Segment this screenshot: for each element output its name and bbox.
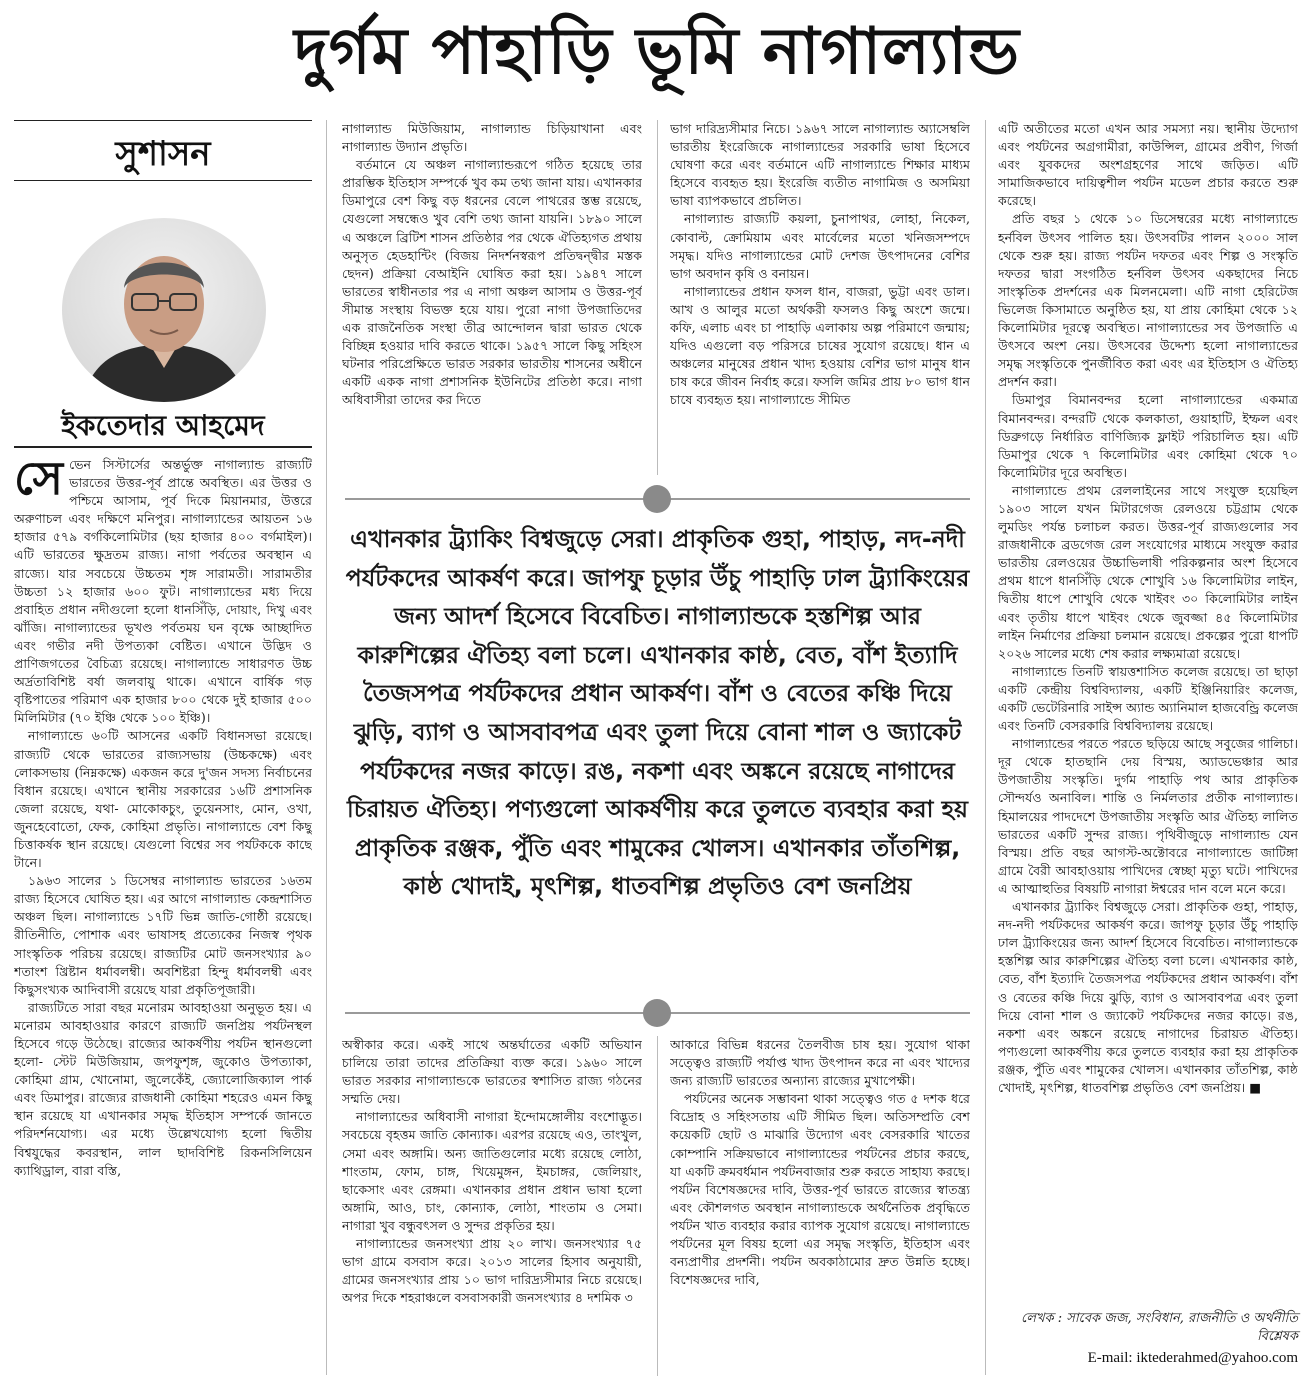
section-rule-top	[14, 120, 312, 121]
article-column-3-bottom	[670, 1036, 970, 1376]
paragraph: এখানকার ট্র্যাকিং বিশ্বজুড়ে সেরা। প্রাকৃতিক গুহা, পাহাড়, নদ-নদী পর্যটকদের আকর্ষণ করে। জাপফু চূড়ার উঁচু পাহাড়ি ঢাল ট্র্যাকিংয়ের জন্য আদর্শ হিসেবে বিবেচিত। নাগাল্যান্ডকে হস্তশিল্প আর কারুশিল্পের ঐতিহ্য বলা চলে। এখানকার কাষ্ঠ, বেত, বাঁশ ইত্যাদি তৈজসপত্র পর্যটকদের প্রধান আকর্ষণ। বাঁশ ও বেতের কঞ্চি দিয়ে ঝুড়ি, ব্যাগ ও আসবাবপত্র এবং তুলা দিয়ে বোনা শাল ও জ্যাকেট পর্যটকদের নজর কাড়ে। রঙ, নকশা এবং অঙ্কনে রয়েছে নাগাদের চিরায়ত ঐতিহ্য। পণ্যগুলো আকর্ষণীয় করে তুলতে ব্যবহার করা হয় প্রাকৃতিক রঞ্জক, পুঁতি এবং শামুকের খোলস। এখানকার তাঁতশিল্প, কাষ্ঠ খোদাই, মৃৎশিল্প, ধাতবশিল্প প্রভৃতিও বেশ জনপ্রিয়। ■	[998, 899, 1298, 1095]
pullquote-dot-bottom	[643, 999, 671, 1027]
pullquote: এখানকার ট্র্যাকিং বিশ্বজুড়ে সেরা। প্রাকৃতিক গুহা, পাহাড়, নদ-নদী পর্যটকদের আকর্ষণ করে। জাপফু চূড়ার উঁচু পাহাড়ি ঢাল ট্র্যাকিংয়ের জন্য আদর্শ হিসেবে বিবেচিত। নাগাল্যান্ডকে হস্তশিল্প আর কারুশিল্পের ঐতিহ্য বলা চলে। এখানকার কাষ্ঠ, বেত, বাঁশ ইত্যাদি তৈজসপত্র পর্যটকদের প্রধান আকর্ষণ। বাঁশ ও বেতের কঞ্চি দিয়ে ঝুড়ি, ব্যাগ ও আসবাবপত্র এবং তুলা দিয়ে বোনা শাল ও জ্যাকেট পর্যটকদের নজর কাড়ে। রঙ, নকশা এবং অঙ্কনে রয়েছে নাগাদের চিরায়ত ঐতিহ্য। পণ্যগুলো আকর্ষণীয় করে তুলতে ব্যবহার করা হয় প্রাকৃতিক রঞ্জক, পুঁতি এবং শামুকের খোলস। এখানকার তাঁতশিল্প, কাষ্ঠ খোদাই, মৃৎশিল্প, ধাতবশিল্প প্রভৃতিও বেশ জনপ্রিয়	[345, 525, 970, 901]
section-label: সুশাসন	[115, 134, 211, 174]
article-column-2-bottom	[342, 1036, 642, 1376]
article-column-4	[998, 120, 1298, 1308]
author-rule	[14, 446, 312, 448]
paragraph: বর্তমানে যে অঞ্চল নাগাল্যান্ডরূপে গঠিত হয়েছে তার প্রারম্ভিক ইতিহাস সম্পর্কে খুব কম তথ্য জানা যায়। এখানকার ডিমাপুরে বেশ কিছু বড় ধরনের বেলে পাথরের স্তম্ভ রয়েছে, যেগুলো সম্বন্ধেও খুব বেশি তথ্য জানা যায়নি। ১৮৯০ সালে এ অঞ্চলে ব্রিটিশ শাসন প্রতিষ্ঠার পর থেকে ঐতিহ্যগত প্রথায় অনুসৃত হেডহান্টিং (বিজয় নিদর্শনস্বরূপ প্রতিদ্বন্দ্বীর মস্তক ছেদন) প্রক্রিয়া বেআইনি ঘোষিত করা হয়। ১৯৪৭ সালে ভারতের স্বাধীনতার পর এ নাগা অঞ্চল আসাম ও উত্তর-পূর্ব সীমান্ত সংস্থায় বিভক্ত হয়ে যায়। পুরো নাগা উপজাতিদের এক রাজনৈতিক সংস্থা তীব্র আন্দোলন দ্বারা ভারত থেকে বিচ্ছিন্ন হওয়ার দাবি করতে থাকে। ১৯৫৭ সালে কিছু সহিংস ঘটনার পরিপ্রেক্ষিতে ভারত সরকার ভারতীয় শাসনের অধীনে একটি একক নাগা প্রশাসনিক ইউনিটের প্রতিষ্ঠা করে। নাগা অধিবাসীরা তাদের কর দিতে	[342, 157, 642, 408]
article-column-1	[14, 456, 312, 1374]
pullquote-dot-top	[643, 485, 671, 513]
author-portrait-image	[62, 218, 266, 402]
paragraph: রাজ্যটিতে সারা বছর মনোরম আবহাওয়া অনুভূত হয়। এ মনোরম আবহাওয়ার কারণে রাজ্যটি জনপ্রিয় পর্যটনস্থল হিসেবে গড়ে উঠেছে। রাজ্যের আকর্ষণীয় পর্যটন স্থানগুলো হলো- স্টেট মিউজিয়াম, জপফুশৃঙ্গ, জুকোও উপত্যাকা, কোহিমা গ্রাম, খোনোমা, জুলেকেঁই, জ্যোলোজিক্যাল পার্ক এবং ডিমাপুর। রাজ্যের রাজধানী কোহিমা শহরেও এমন কিছু স্থান রয়েছে যা এখানকার সমৃদ্ধ ইতিহাস সম্পর্কে জানতে পরিদর্শনযোগ্য। এর মধ্যে উল্লেখযোগ্য হলো দ্বিতীয় বিশ্বযুদ্ধের কবরস্থান, লাল ছাদবিশিষ্ট রিকনসিলিয়েন ক্যাথিড্রাল, বারা বস্তি,	[14, 999, 312, 1178]
paragraph: নাগাল্যান্ডের অধিবাসী নাগারা ইন্দোমঙ্গোলীয় বংশোদ্ভূত। সবচেয়ে বৃহত্তম জাতি কোন্যাক। এরপর রয়েছে এও, তাংখুল, সেমা এবং অঙ্গামি। অন্য জাতিগুলোর মধ্যে রয়েছে লোঠা, শাংতাম, ফোম, চাঙ্গ, খিয়েমুঙ্গন, ইমচাঙ্গর, জেলিয়াং, ছাকেসাং এবং রেঙ্গমা। এখানকার প্রধান প্রধান ভাষা হলো অঙ্গামি, আও, চাং, কোন্যাক, লোঠা, শাংতাম ও সেমা। নাগারা খুব বন্ধুবৎসল ও সুন্দর প্রকৃতির হয়।	[342, 1109, 642, 1233]
section-rule-bottom	[14, 180, 312, 181]
column-divider	[657, 1036, 658, 1376]
paragraph: নাগাল্যান্ডের প্রধান ফসল ধান, বাজরা, ভুট্টা এবং ডাল। আখ ও আলুর মতো অর্থকরী ফসলও কিছু অংশে জন্মে। কফি, এলাচ এবং চা পাহাড়ি এলাকায় অল্প পরিমাণে জন্মায়; যদিও এগুলো বড় পরিসরে চাষের সুযোগ রয়েছে। ধান এ অঞ্চলের মানুষের প্রধান খাদ্য হওয়ায় বেশির ভাগ মানুষ ধান চাষ করে জীবন নির্বাহ করে। ফসলি জমির প্রায় ৮০ ভাগ ধান চাষে ব্যবহৃত হয়। নাগাল্যান্ডে সীমিত	[670, 283, 970, 408]
paragraph: ভাগ দারিদ্র্যসীমার নিচে। ১৯৬৭ সালে নাগাল্যান্ড অ্যাসেম্বলি ভারতীয় ইংরেজিকে নাগাল্যান্ডের সরকারি ভাষা হিসেবে ঘোষণা করে এবং বর্তমানে এটি নাগাল্যান্ডে শিক্ষার মাধ্যম হিসেবে ব্যবহৃত হয়। ইংরেজি ব্যতীত নাগামিজ ও অসমিয়া ভাষা ব্যাপকভাবে প্রচলিত।	[670, 121, 970, 209]
paragraph: নাগাল্যান্ডে প্রথম রেললাইনের সাথে সংযুক্ত হয়েছিল ১৯০৩ সালে যখন মিটারগেজ রেলওয়ে চট্টগ্রাম থেকে লুমডিং পর্যন্ত চলাচল করত। উত্তর-পূর্ব রাজ্যগুলোর সব রাজধানীকে ব্রডগেজ রেল সংযোগের মাধ্যমে সংযুক্ত করার ভারতীয় রেলওয়ের উচ্চাভিলাষী পরিকল্পনার অংশ হিসেবে প্রথম ধাপে ধানসিঁড়ি থেকে শোখুবি ১৬ কিলোমিটার লাইন, দ্বিতীয় ধাপে শোখুবি থেকে খাইবং ৩০ কিলোমিটার লাইন এবং তৃতীয় ধাপে খাইবং থেকে জুবজ্জা ৪৫ কিলোমিটার লাইন নির্মাণের প্রক্রিয়া চলমান রয়েছে। প্রকল্পের পুরো ধাপটি ২০২৬ সালের মধ্যে শেষ করার লক্ষ্যমাত্রা রয়েছে।	[998, 482, 1298, 661]
paragraph: সেভেন সিস্টার্সের অন্তর্ভুক্ত নাগাল্যান্ড রাজ্যটি ভারতের উত্তর-পূর্ব প্রান্তে অবস্থিত। এর উত্তর ও পশ্চিমে আসাম, পূর্ব দিকে মিয়ানমার, উত্তরে অরুণাচল এবং দক্ষিণে মনিপুর। নাগাল্যান্ডের আয়তন ১৬ হাজার ৫৭৯ বর্গকিলোমিটার (ছয় হাজার ৪০০ বর্গমাইল)। এটি ভারতের ক্ষুদ্রতম রাজ্য। নাগা পর্বতের অবস্থান এ রাজ্যে। যার সবচেয়ে উচ্চতম শৃঙ্গ সারামতী। সারামতীর উচ্চতা ১২ হাজার ৬০০ ফুট। নাগাল্যান্ডের মধ্য দিয়ে প্রবাহিত প্রধান নদীগুলো হলো ধানসিঁড়ি, দোয়াং, দিখু এবং ঝাঁজি। নাগাল্যান্ডের ভূখণ্ড পর্বতময় ঘন বৃক্ষে আচ্ছাদিত এবং গভীর নদী উপত্যকা বেষ্টিত। এখানে উদ্ভিদ ও প্রাণিজগতের বৈচিত্র্য রয়েছে। নাগাল্যান্ডে সাধারণত উচ্চ অর্দ্রতাবিশিষ্ট বর্ষা জলবায়ু থাকে। এখানে বার্ষিক গড় বৃষ্টিপাতের পরিমাণ এক হাজার ৮০০ থেকে দুই হাজার ৫০০ মিলিমিটার (৭০ ইঞ্চি থেকে ১০০ ইঞ্চি)।	[14, 456, 312, 726]
paragraph: নাগাল্যান্ডের পরতে পরতে ছড়িয়ে আছে সবুজের গালিচা। দূর থেকে হাতছানি দেয় বিস্ময়, অ্যাডভেঞ্চার আর উপজাতীয় সংস্কৃতি। দুর্গম পাহাড়ি পথ আর প্রাকৃতিক সৌন্দর্যও অনাবিল। শান্তি ও নির্মলতার প্রতীক নাগাল্যান্ড। হিমালয়ের পাদদেশে উপজাতীয় সংস্কৃতি আর ঐতিহ্য লালিত ভারতের একটি সুন্দর রাজ্য। পৃথিবীজুড়ে নাগাল্যান্ড যেন বিস্ময়। প্রতি বছর আগস্ট-অক্টোবরে নাগাল্যান্ডে জাটিঙ্গা গ্রামে বৈরী আবহাওয়ায় পাখিদের স্বেচ্ছা মৃত্যু ঘটে। পাখিদের এ আত্মাহুতির বিষয়টি নাগারা ঈশ্বরের দান বলে মনে করে।	[998, 736, 1298, 896]
author-name: ইকতেদার আহমেদ	[61, 409, 265, 442]
column-divider	[326, 120, 327, 1375]
paragraph: নাগাল্যান্ড মিউজিয়াম, নাগাল্যান্ড চিড়িয়াখানা এবং নাগাল্যান্ড উদ্যান প্রভৃতি।	[342, 121, 642, 155]
paragraph: ডিমাপুর বিমানবন্দর হলো নাগাল্যান্ডের একমাত্র বিমানবন্দর। বন্দরটি থেকে কলকাতা, গুয়াহাটি, ইম্ফল এবং ডিব্রুগড়ে নির্ধারিত বাণিজ্যিক ফ্লাইট পরিচালিত হয়। এটি ডিমাপুর থেকে ৭ কিলোমিটার এবং কোহিমা থেকে ৭০ কিলোমিটার দূরে অবস্থিত।	[998, 392, 1298, 480]
paragraph: এটি অতীতের মতো এখন আর সমস্যা নয়। স্থানীয় উদ্যোগ এবং পর্যটনের অগ্রগামীরা, কাউন্সিল, গ্রামের প্রবীণ, গির্জা এবং যুবকদের অংশগ্রহণের সাথে জড়িত। এটি সামাজিকভাবে দায়িত্বশীল পর্যটন মডেল প্রচার করতে শুরু করেছে।	[998, 121, 1298, 209]
column-divider	[985, 120, 986, 1375]
author-email: E-mail: iktederahmed@yahoo.com	[1087, 1350, 1298, 1366]
paragraph: আকারে বিভিন্ন ধরনের তৈলবীজ চাষ হয়। সুযোগ থাকা সত্ত্বেও রাজ্যটি পর্যাপ্ত খাদ্য উৎপাদন করে না এবং খাদ্যের জন্য রাজ্যটি ভারতের অন্যান্য রাজ্যের মুখাপেক্ষী।	[670, 1037, 970, 1089]
article-column-2-top	[342, 120, 642, 478]
column-divider	[657, 120, 658, 475]
author-photo	[62, 218, 266, 402]
paragraph: নাগাল্যান্ডের জনসংখ্যা প্রায় ২০ লাখ। জনসংখ্যার ৭৫ ভাগ গ্রামে বসবাস করে। ২০১৩ সালের হিসাব অনুযায়ী, গ্রামের জনসংখ্যার প্রায় ১০ ভাগ দারিদ্র্যসীমার নিচে রয়েছে। অপর দিকে শহরাঞ্চলে বসবাসকারী জনসংখ্যার ৪ দশমিক ৩	[342, 1236, 642, 1306]
paragraph: নাগাল্যান্ডে তিনটি স্বায়ত্তশাসিত কলেজ রয়েছে। তা ছাড়া একটি কেন্দ্রীয় বিশ্ববিদ্যালয়, একটি ইঞ্জিনিয়ারিং কলেজ, একটি ভেটেরিনারি সাইন্স অ্যান্ড অ্যানিমাল হাজবেন্ড্রি কলেজ এবং তিনটি বেসরকারি বিশ্ববিদ্যালয় রয়েছে।	[998, 663, 1298, 734]
paragraph: নাগাল্যান্ড রাজ্যটি কয়লা, চুনাপাথর, লোহা, নিকেল, কোবাল্ট, ক্রোমিয়াম এবং মার্বেলের মতো খনিজসম্পদে সমৃদ্ধ। যদিও নাগাল্যান্ডের মোট দেশজ উৎপাদনের বেশির ভাগ অবদান কৃষি ও বনায়ন।	[670, 211, 970, 281]
paragraph: ১৯৬৩ সালের ১ ডিসেম্বর নাগাল্যান্ড ভারতের ১৬তম রাজ্য হিসেবে ঘোষিত হয়। এর আগে নাগাল্যান্ড কেন্দ্রশাসিত অঞ্চল ছিল। নাগাল্যান্ডে ১৭টি ভিন্ন জাতি-গোষ্ঠী রয়েছে। রীতিনীতি, পোশাক এবং ভাষাসহ প্রত্যেকের নিজস্ব পৃথক সাংস্কৃতিক পরিচয় রয়েছে। রাজ্যটির মোট জনসংখ্যার ৯০ শতাংশ খ্রিষ্টান ধর্মাবলম্বী। অবশিষ্টরা হিন্দু ধর্মাবলম্বী এবং কিছুসংখ্যক আদিবাসী রয়েছে যারা প্রকৃতিপূজারী।	[14, 873, 312, 997]
drop-cap: সে	[14, 456, 64, 505]
article-column-3-top	[670, 120, 970, 478]
paragraph: প্রতি বছর ১ থেকে ১০ ডিসেম্বরের মধ্যে নাগাল্যান্ডে হর্নবিল উৎসব পালিত হয়। উৎসবটির পালন ২০০০ সাল থেকে শুরু হয়। রাজ্য পর্যটন দফতর এবং শিল্প ও সংস্কৃতি দফতর দ্বারা সংগঠিত হর্নবিল উৎসব একছাদের নিচে সাংস্কৃতিক প্রদর্শনের এক মিলনমেলা। এটি নাগা হেরিটেজ ভিলেজ কিসামাতে অনুষ্ঠিত হয়, যা প্রায় কোহিমা থেকে ১২ কিলোমিটার দূরত্বে অবস্থিত। নাগাল্যান্ডের সব উপজাতি এ উৎসবে অংশ নেয়। উৎসবের উদ্দেশ্য হলো নাগাল্যান্ডের সমৃদ্ধ সংস্কৃতিকে পুনর্জীবিত করা এবং এর ইতিহাস ও ঐতিহ্য প্রদর্শন করা।	[998, 211, 1298, 390]
paragraph: নাগাল্যান্ডে ৬০টি আসনের একটি বিধানসভা রয়েছে। রাজ্যটি থেকে ভারতের রাজ্যসভায় (উচ্চকক্ষে) এবং লোকসভায় (নিম্নকক্ষে) একজন করে দু'জন সদস্য নির্বাচনের বিধান রয়েছে। এখানে স্থানীয় সরকারের ১৬টি প্রশাসনিক জেলা রয়েছে, যথা- মোকোকচুং, তুয়েনসাং, মোন, ওখা, জুনহেবোতো, ফেক, কোহিমা প্রভৃতি। নাগাল্যান্ডে বেশ কিছু চিত্তাকর্ষক স্থান রয়েছে। যেগুলো বিশ্বের সব পর্যটককে কাছে টানে।	[14, 728, 312, 871]
headline: দুর্গম পাহাড়ি ভূমি নাগাল্যান্ড	[294, 15, 1020, 89]
paragraph: পর্যটনের অনেক সম্ভাবনা থাকা সত্ত্বেও গত ৫ দশক ধরে বিদ্রোহ ও সহিংসতায় এটি সীমিত ছিল। অতিসম্প্রতি বেশ কয়েকটি ছোট ও মাঝারি উদ্যোগ এবং বেসরকারি খাতের কোম্পানি সক্রিয়ভাবে নাগাল্যান্ডের পর্যটনের প্রচার করছে, যা একটি ক্রমবর্ধমান পর্যটনবাজার শুরু করতে সাহায্য করছে। পর্যটন বিশেষজ্ঞদের দাবি, উত্তর-পূর্ব ভারতে রাজ্যের স্বাতন্ত্র্য এবং কৌশলগত অবস্থান নাগাল্যান্ডকে অর্থনৈতিক প্রবৃদ্ধিতে পর্যটন খাত ব্যবহার করার ব্যাপক সুযোগ রয়েছে। নাগাল্যান্ডে পর্যটনের মূল বিষয় হলো এর সমৃদ্ধ সংস্কৃতি, ইতিহাস এবং বন্যপ্রাণীর প্রদর্শনী। পর্যটন অবকাঠামোর দ্রুত উন্নতি হচ্ছে। বিশেষজ্ঞদের দাবি,	[670, 1091, 970, 1288]
paragraph: অস্বীকার করে। একই সাথে অন্তর্ঘাতের একটি অভিযান চালিয়ে তারা তাদের প্রতিক্রিয়া ব্যক্ত করে। ১৯৬০ সালে ভারত সরকার নাগাল্যান্ডকে ভারতের স্বশাসিত রাজ্য গঠনের সম্মতি দেয়।	[342, 1037, 642, 1107]
author-byline: লেখক : সাবেক জজ, সংবিধান, রাজনীতি ও অর্থনীতি বিশ্লেষক	[1021, 1311, 1298, 1344]
